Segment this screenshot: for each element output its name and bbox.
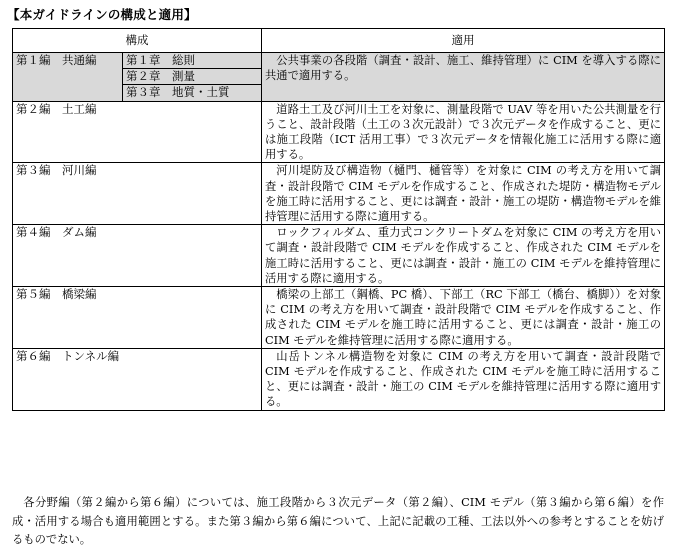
volume-cell: 第３編 河川編: [13, 163, 262, 225]
volume-cell: 第２編 土工編: [13, 101, 262, 163]
table-row: [13, 163, 665, 225]
description-cell: 河川堤防及び構造物（樋門、樋管等）を対象に CIM の考え方を用いて調査・設計段階で CIM モデルを作成すること、作成された堤防・構造物モデルを施工時に活用すること、更には調査・設計・施工の堤防・構造物モデルを維持管理に活用する際に適用する。: [262, 163, 665, 225]
header-structure: 構成: [13, 29, 262, 53]
volume-cell: 第１編 共通編: [13, 53, 123, 102]
chapter-cell: 第１章 総則: [123, 53, 262, 69]
table-row: [13, 348, 665, 410]
description-cell: 山岳トンネル構造物を対象に CIM の考え方を用いて調査・設計段階で CIM モデルを作成すること、作成された CIM モデルを施工時に活用すること、更には調査・設計・施工の CIM モデルを維持管理に活用する際に適用する。: [262, 348, 665, 410]
description-cell: 道路土工及び河川土工を対象に、測量段階で UAV 等を用いた公共測量を行うこと、設計段階（土工の３次元設計）で３次元データを作成すること、更には施工段階（ICT 活用工事）で３次元データを情報化施工に活用する際に適用する。: [262, 101, 665, 163]
table-row: [13, 287, 665, 349]
table-row: [13, 53, 665, 69]
table-header-row: [13, 29, 665, 53]
chapter-cell: 第２章 測量: [123, 69, 262, 85]
volume-cell: 第５編 橋梁編: [13, 287, 262, 349]
table-row: [13, 101, 665, 163]
footnote: 各分野編（第２編から第６編）については、施工段階から３次元データ（第２編）、CIM モデル（第３編から第６編）を作成・活用する場合も適用範囲とする。また第３編から第６編について、上記に記載の工種、工法以外への参考とすることを妨げるものでない。: [12, 496, 664, 546]
section-title: 【本ガイドラインの構成と適用】: [7, 7, 197, 22]
chapter-cell: 第３章 地質・土質: [123, 85, 262, 101]
description-cell: 公共事業の各段階（調査・設計、施工、維持管理）に CIM を導入する際に共通で適用する。: [262, 53, 665, 102]
header-application: 適用: [262, 29, 665, 53]
volume-cell: 第４編 ダム編: [13, 225, 262, 287]
description-cell: 橋梁の上部工（鋼橋、PC 橋）、下部工（RC 下部工（橋台、橋脚））を対象に CIM の考え方を用いて調査・設計段階で CIM モデルを作成すること、作成された CIM モデルを施工時に活用すること、更には調査・設計・施工の CIM モデルを維持管理に活用する際に適用する。: [262, 287, 665, 349]
volume-cell: 第６編 トンネル編: [13, 348, 262, 410]
description-cell: ロックフィルダム、重力式コンクリートダムを対象に CIM の考え方を用いて調査・設計段階で CIM モデルを作成すること、作成された CIM モデルを施工時に活用すること、更には調査・設計・施工の CIM モデルを維持管理に活用する際に適用する。: [262, 225, 665, 287]
table-row: [13, 225, 665, 287]
structure-table: [12, 28, 665, 411]
